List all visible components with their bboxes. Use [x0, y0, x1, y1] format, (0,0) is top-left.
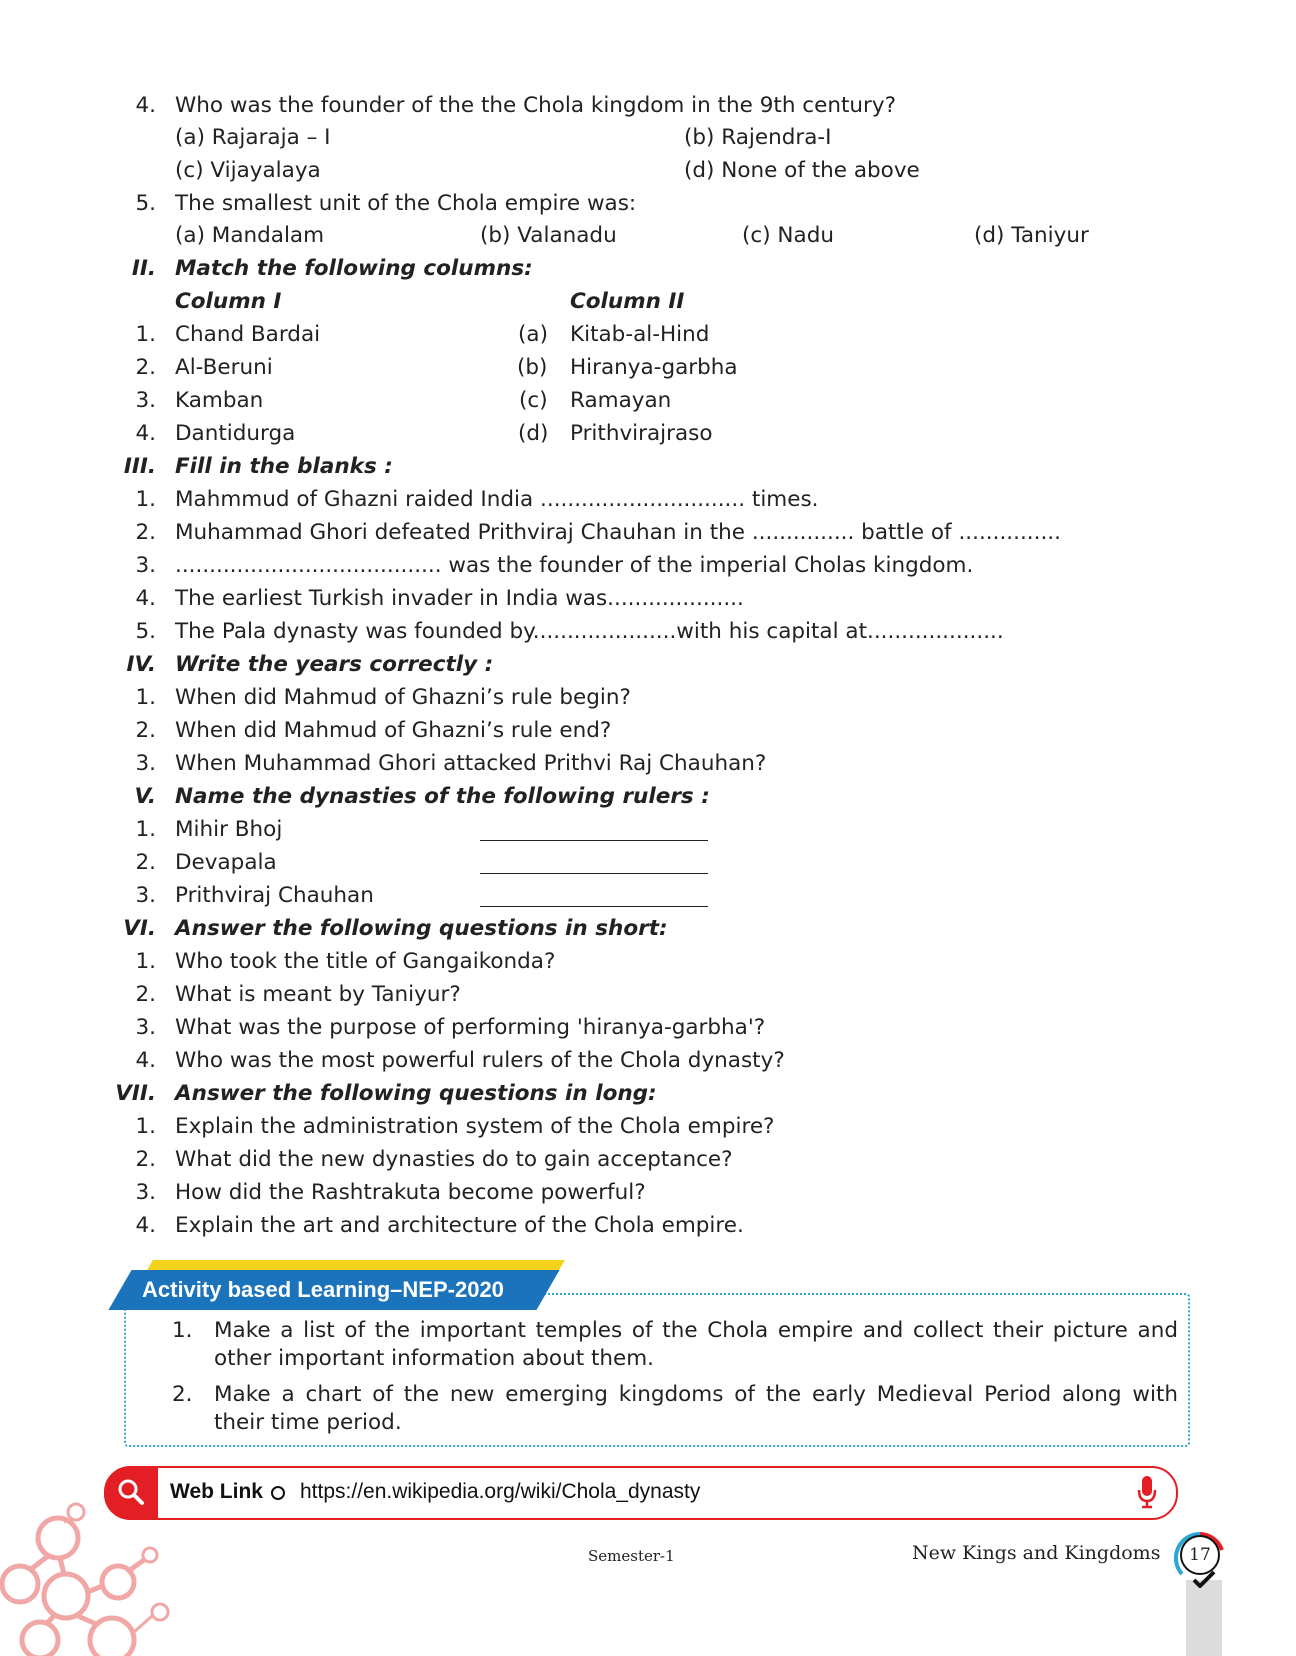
item-number: 1.	[135, 817, 156, 842]
question-item: What did the new dynasties do to gain acceptance?	[175, 1147, 733, 1172]
ruler-name: Prithviraj Chauhan	[175, 883, 374, 908]
section-title: Answer the following questions in long:	[175, 1081, 657, 1106]
match-row-number: 1.	[135, 322, 156, 347]
question-item: Who took the title of Gangaikonda?	[175, 949, 556, 974]
match-row-number: 3.	[135, 388, 156, 413]
question-item: When did Mahmud of Ghazni’s rule begin?	[175, 685, 631, 710]
match-right: Prithvirajraso	[570, 421, 713, 446]
item-number: 2.	[135, 1147, 156, 1172]
section-title: Answer the following questions in short:	[175, 916, 668, 941]
item-number: 3.	[135, 553, 156, 578]
section-title: Write the years correctly :	[175, 652, 494, 677]
section-number: V.	[134, 784, 156, 809]
item-number: 1.	[135, 949, 156, 974]
web-link-label: Web Link	[170, 1480, 263, 1503]
match-right: Kitab-al-Hind	[570, 322, 710, 347]
section-number: IV.	[126, 652, 156, 677]
question-item: Explain the administration system of the Chola empire?	[175, 1114, 775, 1139]
section-title: Fill in the blanks :	[175, 454, 393, 479]
match-letter: (d)	[518, 421, 549, 446]
molecule-decoration-icon	[0, 1500, 180, 1656]
option-b: (b) Valanadu	[480, 223, 617, 248]
question-item: When did Mahmud of Ghazni’s rule end?	[175, 718, 612, 743]
fill-blank-item: Mahmmud of Ghazni raided India .............................. times.	[175, 487, 819, 512]
answer-blank[interactable]	[480, 840, 708, 841]
ruler-name: Devapala	[175, 850, 277, 875]
column-2-heading: Column II	[570, 289, 685, 314]
item-number: 4.	[135, 1213, 156, 1238]
section-title: Name the dynasties of the following rulers :	[175, 784, 710, 809]
match-letter: (a)	[518, 322, 548, 347]
activity-banner-stripe	[147, 1260, 565, 1270]
section-number: VI.	[123, 916, 156, 941]
ruler-name: Mihir Bhoj	[175, 817, 283, 842]
activity-item-number: 2.	[172, 1382, 193, 1407]
option-d: (d) None of the above	[684, 158, 920, 183]
item-number: 3.	[135, 1180, 156, 1205]
match-letter: (b)	[517, 355, 548, 380]
question-number: 5.	[135, 191, 156, 216]
match-left: Kamban	[175, 388, 264, 413]
page-edge-strip	[1186, 1580, 1222, 1656]
activity-item-number: 1.	[172, 1318, 193, 1343]
question-item: What was the purpose of performing 'hiranya-garbha'?	[175, 1015, 766, 1040]
match-letter: (c)	[519, 388, 548, 413]
item-number: 2.	[135, 850, 156, 875]
item-number: 2.	[135, 520, 156, 545]
question-item: What is meant by Taniyur?	[175, 982, 461, 1007]
fill-blank-item: The Pala dynasty was founded by.....................with his capital at....................	[175, 619, 1004, 644]
fill-blank-item: Muhammad Ghori defeated Prithviraj Chauhan in the ............... battle of ...............	[175, 520, 1061, 545]
section-number: III.	[123, 454, 156, 479]
match-row-number: 2.	[135, 355, 156, 380]
section-title: Match the following columns:	[175, 256, 533, 281]
option-a: (a) Rajaraja – I	[175, 125, 331, 150]
question-item: How did the Rashtrakuta become powerful?	[175, 1180, 646, 1205]
column-1-heading: Column I	[175, 289, 282, 314]
fill-blank-item: ....................................... was the founder of the imperial Cholas kingdom.	[175, 553, 974, 578]
match-left: Dantidurga	[175, 421, 296, 446]
item-number: 1.	[135, 487, 156, 512]
match-left: Chand Bardai	[175, 322, 321, 347]
question-text: The smallest unit of the Chola empire was:	[175, 191, 637, 216]
item-number: 5.	[135, 619, 156, 644]
page-number: 17	[1180, 1535, 1220, 1575]
option-d: (d) Taniyur	[974, 223, 1089, 248]
option-c: (c) Vijayalaya	[175, 158, 321, 183]
item-number: 1.	[135, 1114, 156, 1139]
question-item: When Muhammad Ghori attacked Prithvi Raj Chauhan?	[175, 751, 767, 776]
activity-title: Activity based Learning–NEP-2020	[142, 1277, 504, 1302]
item-number: 3.	[135, 1015, 156, 1040]
bullet-icon	[271, 1486, 285, 1500]
answer-blank[interactable]	[480, 906, 708, 907]
option-c: (c) Nadu	[742, 223, 834, 248]
web-link-url[interactable]: https://en.wikipedia.org/wiki/Chola_dynasty	[300, 1480, 701, 1503]
fill-blank-item: The earliest Turkish invader in India was....................	[175, 586, 744, 611]
section-number: II.	[131, 256, 156, 281]
activity-item: Make a chart of the new emerging kingdoms of the early Medieval Period along with their time period.	[214, 1382, 1178, 1435]
match-left: Al-Beruni	[175, 355, 273, 380]
footer-semester: Semester-1	[588, 1547, 675, 1565]
option-b: (b) Rajendra-I	[684, 125, 832, 150]
question-text: Who was the founder of the the Chola kingdom in the 9th century?	[175, 93, 896, 118]
question-number: 4.	[135, 93, 156, 118]
match-right: Hiranya-garbha	[570, 355, 738, 380]
match-right: Ramayan	[570, 388, 672, 413]
answer-blank[interactable]	[480, 873, 708, 874]
item-number: 1.	[135, 685, 156, 710]
activity-item: Make a list of the important temples of the Chola empire and collect their picture and other important information about them.	[214, 1318, 1178, 1371]
item-number: 4.	[135, 586, 156, 611]
match-row-number: 4.	[135, 421, 156, 446]
microphone-icon[interactable]	[1136, 1474, 1158, 1514]
item-number: 3.	[135, 883, 156, 908]
question-item: Explain the art and architecture of the Chola empire.	[175, 1213, 744, 1238]
item-number: 2.	[135, 982, 156, 1007]
item-number: 3.	[135, 751, 156, 776]
question-item: Who was the most powerful rulers of the Chola dynasty?	[175, 1048, 785, 1073]
section-number: VII.	[115, 1081, 156, 1106]
footer-chapter-title: New Kings and Kingdoms	[912, 1542, 1161, 1564]
item-number: 2.	[135, 718, 156, 743]
option-a: (a) Mandalam	[175, 223, 325, 248]
item-number: 4.	[135, 1048, 156, 1073]
